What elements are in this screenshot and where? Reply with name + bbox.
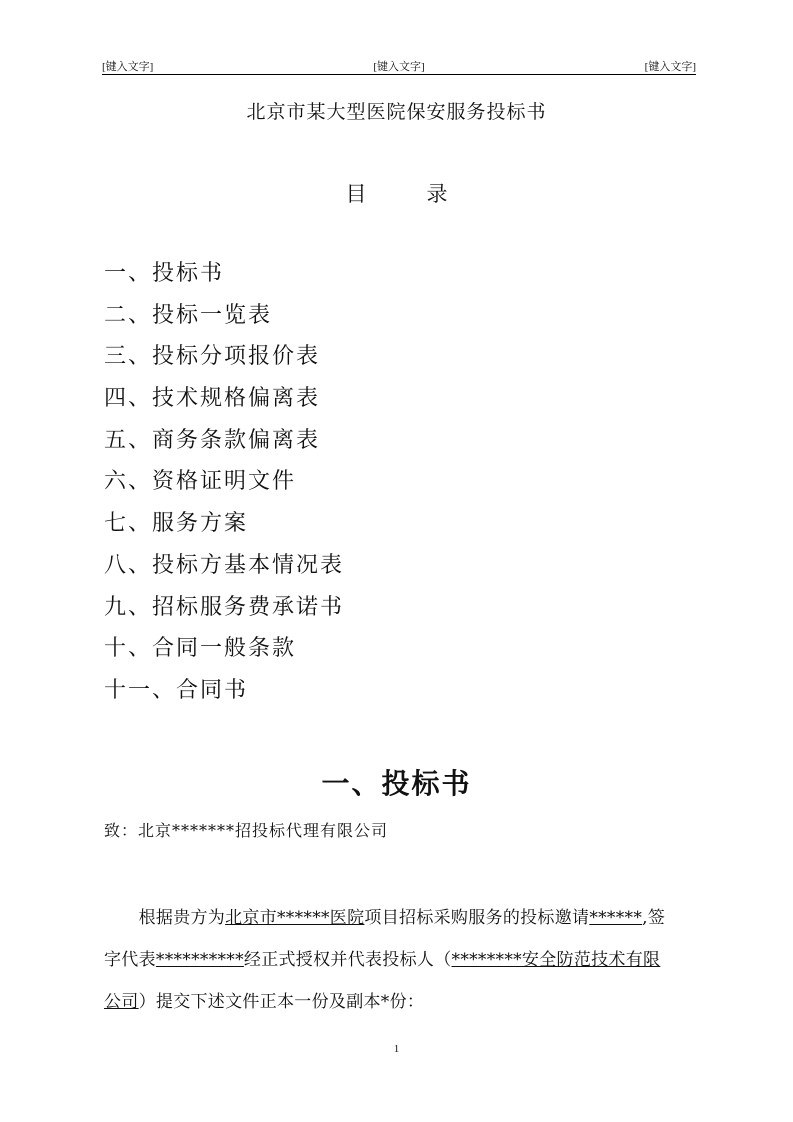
toc-item: 十、合同一般条款 (104, 636, 297, 662)
body-line-3 (104, 987, 698, 1012)
toc-item: 八、投标方基本情况表 (104, 552, 345, 578)
addressee-line: 致：北京*******招投标代理有限公司 (104, 821, 389, 840)
body-line-2 (104, 945, 698, 970)
underlined-field: ********** (155, 950, 244, 970)
toc-item: 九、招标服务费承诺书 (104, 594, 345, 620)
toc-item: 三、投标分项报价表 (104, 344, 321, 370)
section-heading: 一、投标书 (321, 767, 472, 800)
toc-item: 六、资格证明文件 (104, 469, 297, 495)
body-text: 经正式授权并代表投标人（ (243, 950, 452, 970)
toc-title (0, 178, 793, 208)
header-center-placeholder[interactable]: [键入文字] (373, 61, 425, 73)
toc-title-left: 目 (345, 182, 367, 206)
toc-item: 七、服务方案 (104, 511, 249, 537)
body-text: 项目招标采购服务的投标邀请 (364, 908, 590, 928)
underlined-field: 北京市******医院 (225, 908, 365, 928)
underlined-field: ********安全防范技术有限 (451, 950, 661, 970)
page-number: 1 (393, 1043, 400, 1055)
toc-title-right: 录 (426, 182, 448, 206)
header-left-placeholder[interactable]: [键入文字] (102, 61, 154, 73)
document-title: 北京市某大型医院保安服务投标书 (246, 101, 547, 123)
toc-item: 五、商务条款偏离表 (104, 427, 321, 453)
body-text: ）提交下述文件正本一份及副本*份： (138, 992, 425, 1012)
toc-item: 十一、合同书 (104, 677, 249, 703)
page-header (102, 56, 696, 75)
toc-item: 四、技术规格偏离表 (104, 386, 321, 412)
body-text: ,签 (642, 908, 666, 928)
underlined-field: ****** (589, 908, 643, 928)
toc-list (104, 258, 344, 717)
toc-item: 一、投标书 (104, 261, 225, 286)
header-right-placeholder[interactable]: [键入文字] (644, 61, 696, 73)
body-text: 字代表 (104, 950, 156, 970)
body-text: 根据贵方为 (138, 908, 226, 928)
toc-item: 二、投标一览表 (104, 302, 273, 328)
underlined-field: 公司 (104, 992, 139, 1012)
body-line-1 (104, 903, 698, 928)
